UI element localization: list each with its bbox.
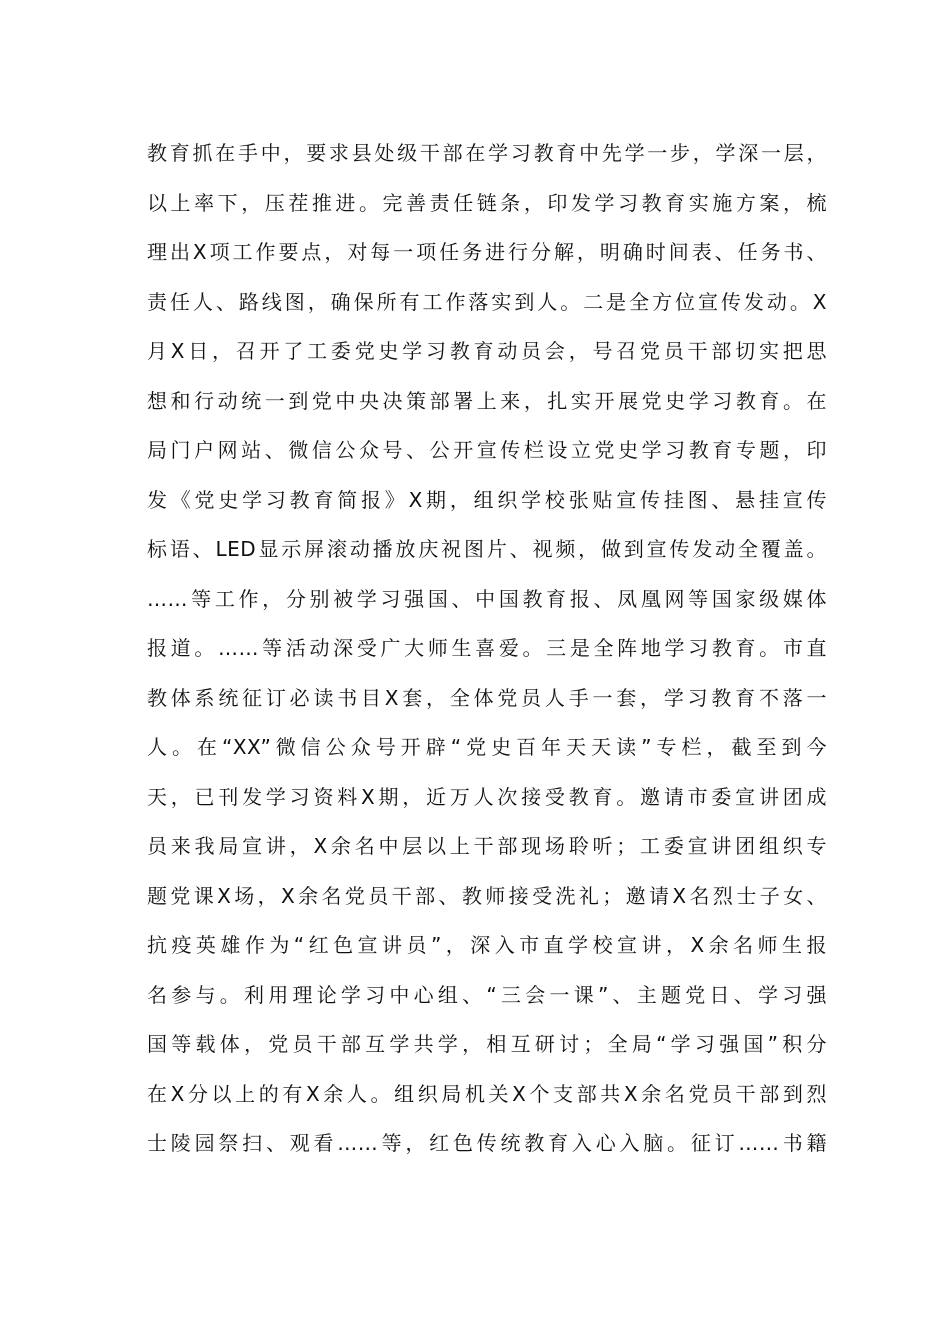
text-line: 人。在“XX”微信公众号开辟“党史百年天天读”专栏，截至到今: [147, 735, 827, 759]
text-line: 国等载体，党员干部互学共学，相互研讨；全局“学习强国”积分: [147, 1032, 827, 1056]
text-line: 理出X项工作要点，对每一项任务进行分解，明确时间表、任务书、: [147, 240, 827, 264]
text-line: 发《党史学习教育简报》X期，组织学校张贴宣传挂图、悬挂宣传: [147, 487, 827, 512]
text-line: 士陵园祭扫、观看……等，红色传统教育入心入脑。征订……书籍: [147, 1131, 827, 1155]
body-paragraph: [147, 129, 827, 1169]
text-line: 员来我局宣讲，X余名中层以上干部现场聆听；工委宣讲团组织专: [147, 834, 827, 858]
text-line: 教育抓在手中，要求县处级干部在学习教育中先学一步，学深一层，: [147, 141, 827, 165]
text-line: 报道。……等活动深受广大师生喜爱。三是全阵地学习教育。市直: [147, 636, 827, 660]
text-line: 局门户网站、微信公众号、公开宣传栏设立党史学习教育专题，印: [147, 438, 827, 462]
text-line: 题党课X场，X余名党员干部、教师接受洗礼；邀请X名烈士子女、: [147, 883, 827, 908]
text-line: 以上率下，压茬推进。完善责任链条，印发学习教育实施方案，梳: [147, 190, 827, 215]
text-line: 月X日，召开了工委党史学习教育动员会，号召党员干部切实把思: [147, 339, 827, 363]
text-line: 责任人、路线图，确保所有工作落实到人。二是全方位宣传发动。X: [147, 289, 827, 314]
text-line: 抗疫英雄作为“红色宣讲员”，深入市直学校宣讲，X余名师生报: [147, 933, 827, 957]
text-line: 天，已刊发学习资料X期，近万人次接受教育。邀请市委宣讲团成: [147, 784, 827, 809]
text-line: 教体系统征订必读书目X套，全体党员人手一套，学习教育不落一: [147, 685, 827, 710]
text-line: 名参与。利用理论学习中心组、“三会一课”、主题党日、学习强: [147, 982, 827, 1007]
text-line: 想和行动统一到党中央决策部署上来，扎实开展党史学习教育。在: [147, 388, 827, 413]
text-line: 在X分以上的有X余人。组织局机关X个支部共X余名党员干部到烈: [147, 1081, 827, 1106]
text-line: 标语、LED显示屏滚动播放庆祝图片、视频，做到宣传发动全覆盖。: [147, 537, 827, 561]
text-line: ……等工作，分别被学习强国、中国教育报、凤凰网等国家级媒体: [147, 586, 827, 611]
